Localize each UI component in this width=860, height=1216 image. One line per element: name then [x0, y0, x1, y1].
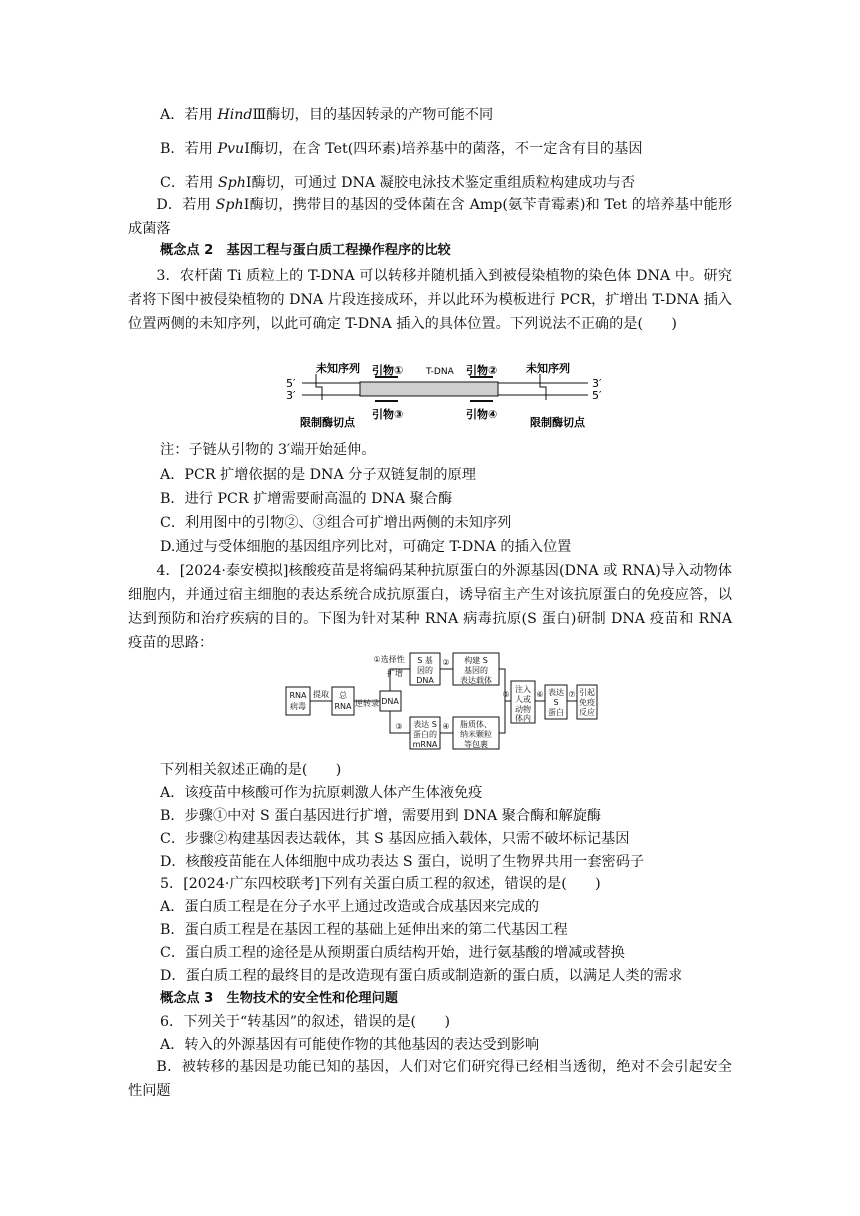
- q5-option-c: C．蛋白质工程的途径是从预期蛋白质结构开始，进行氨基酸的增减或替换: [160, 945, 625, 961]
- flow-label: 纳米颗粒: [460, 730, 492, 739]
- unknown-seq-left-label: 未知序列: [316, 362, 360, 375]
- flow-label: 等包裹: [464, 740, 488, 749]
- flow-label: ①选择性: [373, 655, 405, 664]
- flow-label: 表达载体: [460, 676, 492, 685]
- flow-label: ③: [395, 722, 403, 731]
- flow-label: mRNA: [412, 740, 438, 749]
- q4-lead: 下列相关叙述正确的是( ): [160, 762, 342, 778]
- flow-label: 注入: [515, 685, 531, 694]
- restriction-site-right-label: 限制酶切点: [530, 416, 585, 429]
- flow-label: 构建 S: [464, 656, 488, 665]
- q4-stem: 4．[2024·泰安模拟]核酸疫苗是将编码某种抗原蛋白的外源基因(DNA 或 RNA)导入动物体细胞内，并通过宿主细胞的表达系统合成抗原蛋白，诱导宿主产生对该抗原蛋白的免疫应答，以达到预防和治疗疾病的目的。下图为针对某种 RNA 病毒抗原(S 蛋白)研制 DNA 疫苗和 RNA 疫苗的思路：: [128, 563, 732, 651]
- q4-option-b: B．步骤①中对 S 蛋白基因进行扩增，需要用到 DNA 聚合酶和解旋酶: [160, 808, 602, 824]
- flow-label: RNA: [289, 691, 307, 700]
- option-text: B．若用: [160, 141, 218, 157]
- flow-label: RNA: [334, 702, 352, 711]
- enzyme-name: Sph: [217, 175, 246, 191]
- option-text: A．若用: [160, 107, 218, 123]
- flow-label: DNA: [416, 676, 434, 685]
- flow-label: 总: [339, 691, 347, 700]
- option-text: 酶切，在含 Tet(四环素)培养基中的菌落，不一定含有目的基因: [249, 141, 643, 157]
- restriction-site-left-label: 限制酶切点: [300, 416, 355, 429]
- q5-stem: 5．[2024·广东四校联考]下列有关蛋白质工程的叙述，错误的是( ): [160, 876, 601, 892]
- option-text: 酶切，目的基因转录的产物可能不同: [266, 107, 494, 123]
- flow-label: 脂质体、: [460, 720, 492, 729]
- q6-stem: 6．下列关于“转基因”的叙述，错误的是( ): [160, 1014, 450, 1030]
- flow-label: ⑥: [536, 690, 544, 699]
- flow-label: S 基: [417, 656, 433, 665]
- tdna-primer-diagram: [280, 360, 620, 432]
- primer-4-label: 引物④: [466, 408, 498, 421]
- q5-option-b: B．蛋白质工程是在基因工程的基础上延伸出来的第二代基因工程: [160, 922, 568, 938]
- flow-label: ⑦: [568, 690, 576, 699]
- vaccine-flowchart: [283, 651, 599, 755]
- enzyme-numeral: Ⅲ: [252, 107, 267, 123]
- flow-label: ②: [442, 658, 450, 667]
- concept-heading-3: 概念点 3 生物技术的安全性和伦理问题: [160, 991, 398, 1006]
- primer-3-label: 引物③: [372, 408, 404, 421]
- flow-label: 病毒: [290, 702, 306, 711]
- enzyme-numeral: Ⅰ: [245, 175, 252, 191]
- primer-2-label: 引物②: [466, 364, 498, 377]
- end-label: 5′: [286, 377, 296, 390]
- tdna-label: T-DNA: [426, 367, 454, 377]
- enzyme-numeral: Ⅰ: [244, 141, 250, 157]
- q5-option-a: A．蛋白质工程是在分子水平上通过改造或合成基因来完成的: [160, 899, 540, 915]
- end-label: 3′: [286, 389, 296, 402]
- flow-label: 动物: [515, 705, 531, 714]
- flow-label: 提取: [313, 690, 329, 699]
- q2-option-d: [128, 193, 732, 241]
- q2-option-c: [160, 173, 635, 193]
- flow-label: 反应: [579, 708, 595, 717]
- flow-label: 基因的: [464, 666, 488, 675]
- flow-label: 逆转录: [355, 699, 379, 708]
- flow-label: 因的: [417, 666, 433, 675]
- flow-label: 蛋白: [548, 708, 564, 717]
- q3-option-a: A．PCR 扩增依据的是 DNA 分子双链复制的原理: [160, 467, 476, 483]
- flow-label: 人或: [515, 695, 531, 704]
- option-text: 酶切，携带目的基因的受体菌在含 Amp(氨苄青霉素)和 Tet 的培养基中能形成菌落: [128, 197, 733, 237]
- flow-label: 免疫: [579, 698, 595, 707]
- primer-1-label: 引物①: [372, 364, 404, 377]
- q4-option-d: D．核酸疫苗能在人体细胞中成功表达 S 蛋白，说明了生物界共用一套密码子: [160, 854, 645, 870]
- q3-stem: 3．农杆菌 Ti 质粒上的 T-DNA 可以转移并随机插入到被侵染植物的染色体 DNA 中。研究者将下图中被侵染植物的 DNA 片段连接成环，并以此环为模板进行 PCR，扩增出 T-DNA 插入位置两侧的未知序列，以此可确定 T-DNA 插入的具体位置。下列说法不正确的是( ): [128, 268, 732, 332]
- q3-option-c: C．利用图中的引物②、③组合可扩增出两侧的未知序列: [160, 515, 512, 531]
- flow-label: DNA: [381, 697, 399, 706]
- enzyme-name: Sph: [215, 197, 244, 213]
- flow-label: 扩增: [387, 669, 403, 678]
- flow-label: ⑤: [502, 690, 510, 699]
- enzyme-name: Hind: [217, 107, 253, 123]
- flow-label: 引起: [579, 688, 595, 697]
- q5-option-d: D．蛋白质工程的最终目的是改造现有蛋白质或制造新的蛋白质，以满足人类的需求: [160, 968, 683, 984]
- q4-option-a: A．该疫苗中核酸可作为抗原刺激人体产生体液免疫: [160, 785, 483, 801]
- enzyme-name: Pvu: [217, 141, 245, 157]
- flow-label: 体内: [515, 714, 531, 723]
- q2-option-b: [160, 139, 643, 159]
- flow-label: S: [553, 698, 559, 707]
- end-label: 3′: [592, 377, 602, 390]
- end-label: 5′: [592, 389, 602, 402]
- flow-label: ④: [442, 722, 450, 731]
- concept-heading-2: 概念点 2 基因工程与蛋白质工程操作程序的比较: [160, 243, 451, 258]
- enzyme-numeral: Ⅰ: [243, 197, 250, 213]
- flow-label: 表达: [548, 688, 564, 697]
- flow-label: 表达 S: [413, 720, 437, 729]
- option-text: D．若用: [156, 197, 216, 213]
- q4-option-c: C．步骤②构建基因表达载体，其 S 基因应插入载体，只需不破坏标记基因: [160, 831, 630, 847]
- option-text: 酶切，可通过 DNA 凝胶电泳技术鉴定重组质粒构建成功与否: [251, 175, 636, 191]
- q3-option-d: D.通过与受体细胞的基因组序列比对，可确定 T-DNA 的插入位置: [160, 539, 572, 555]
- q3-note: 注：子链从引物的 3′端开始延伸。: [160, 442, 376, 458]
- q3-option-b: B．进行 PCR 扩增需要耐高温的 DNA 聚合酶: [160, 491, 453, 507]
- unknown-seq-right-label: 未知序列: [526, 362, 570, 375]
- q6-option-a: A．转入的外源基因有可能使作物的其他基因的表达受到影响: [160, 1037, 540, 1053]
- q2-option-a: [160, 105, 493, 125]
- q6-option-b: B．被转移的基因是功能已知的基因，人们对它们研究得已经相当透彻，绝对不会引起安全性问题: [128, 1059, 732, 1099]
- flow-label: 蛋白的: [413, 730, 437, 739]
- option-text: C．若用: [160, 175, 218, 191]
